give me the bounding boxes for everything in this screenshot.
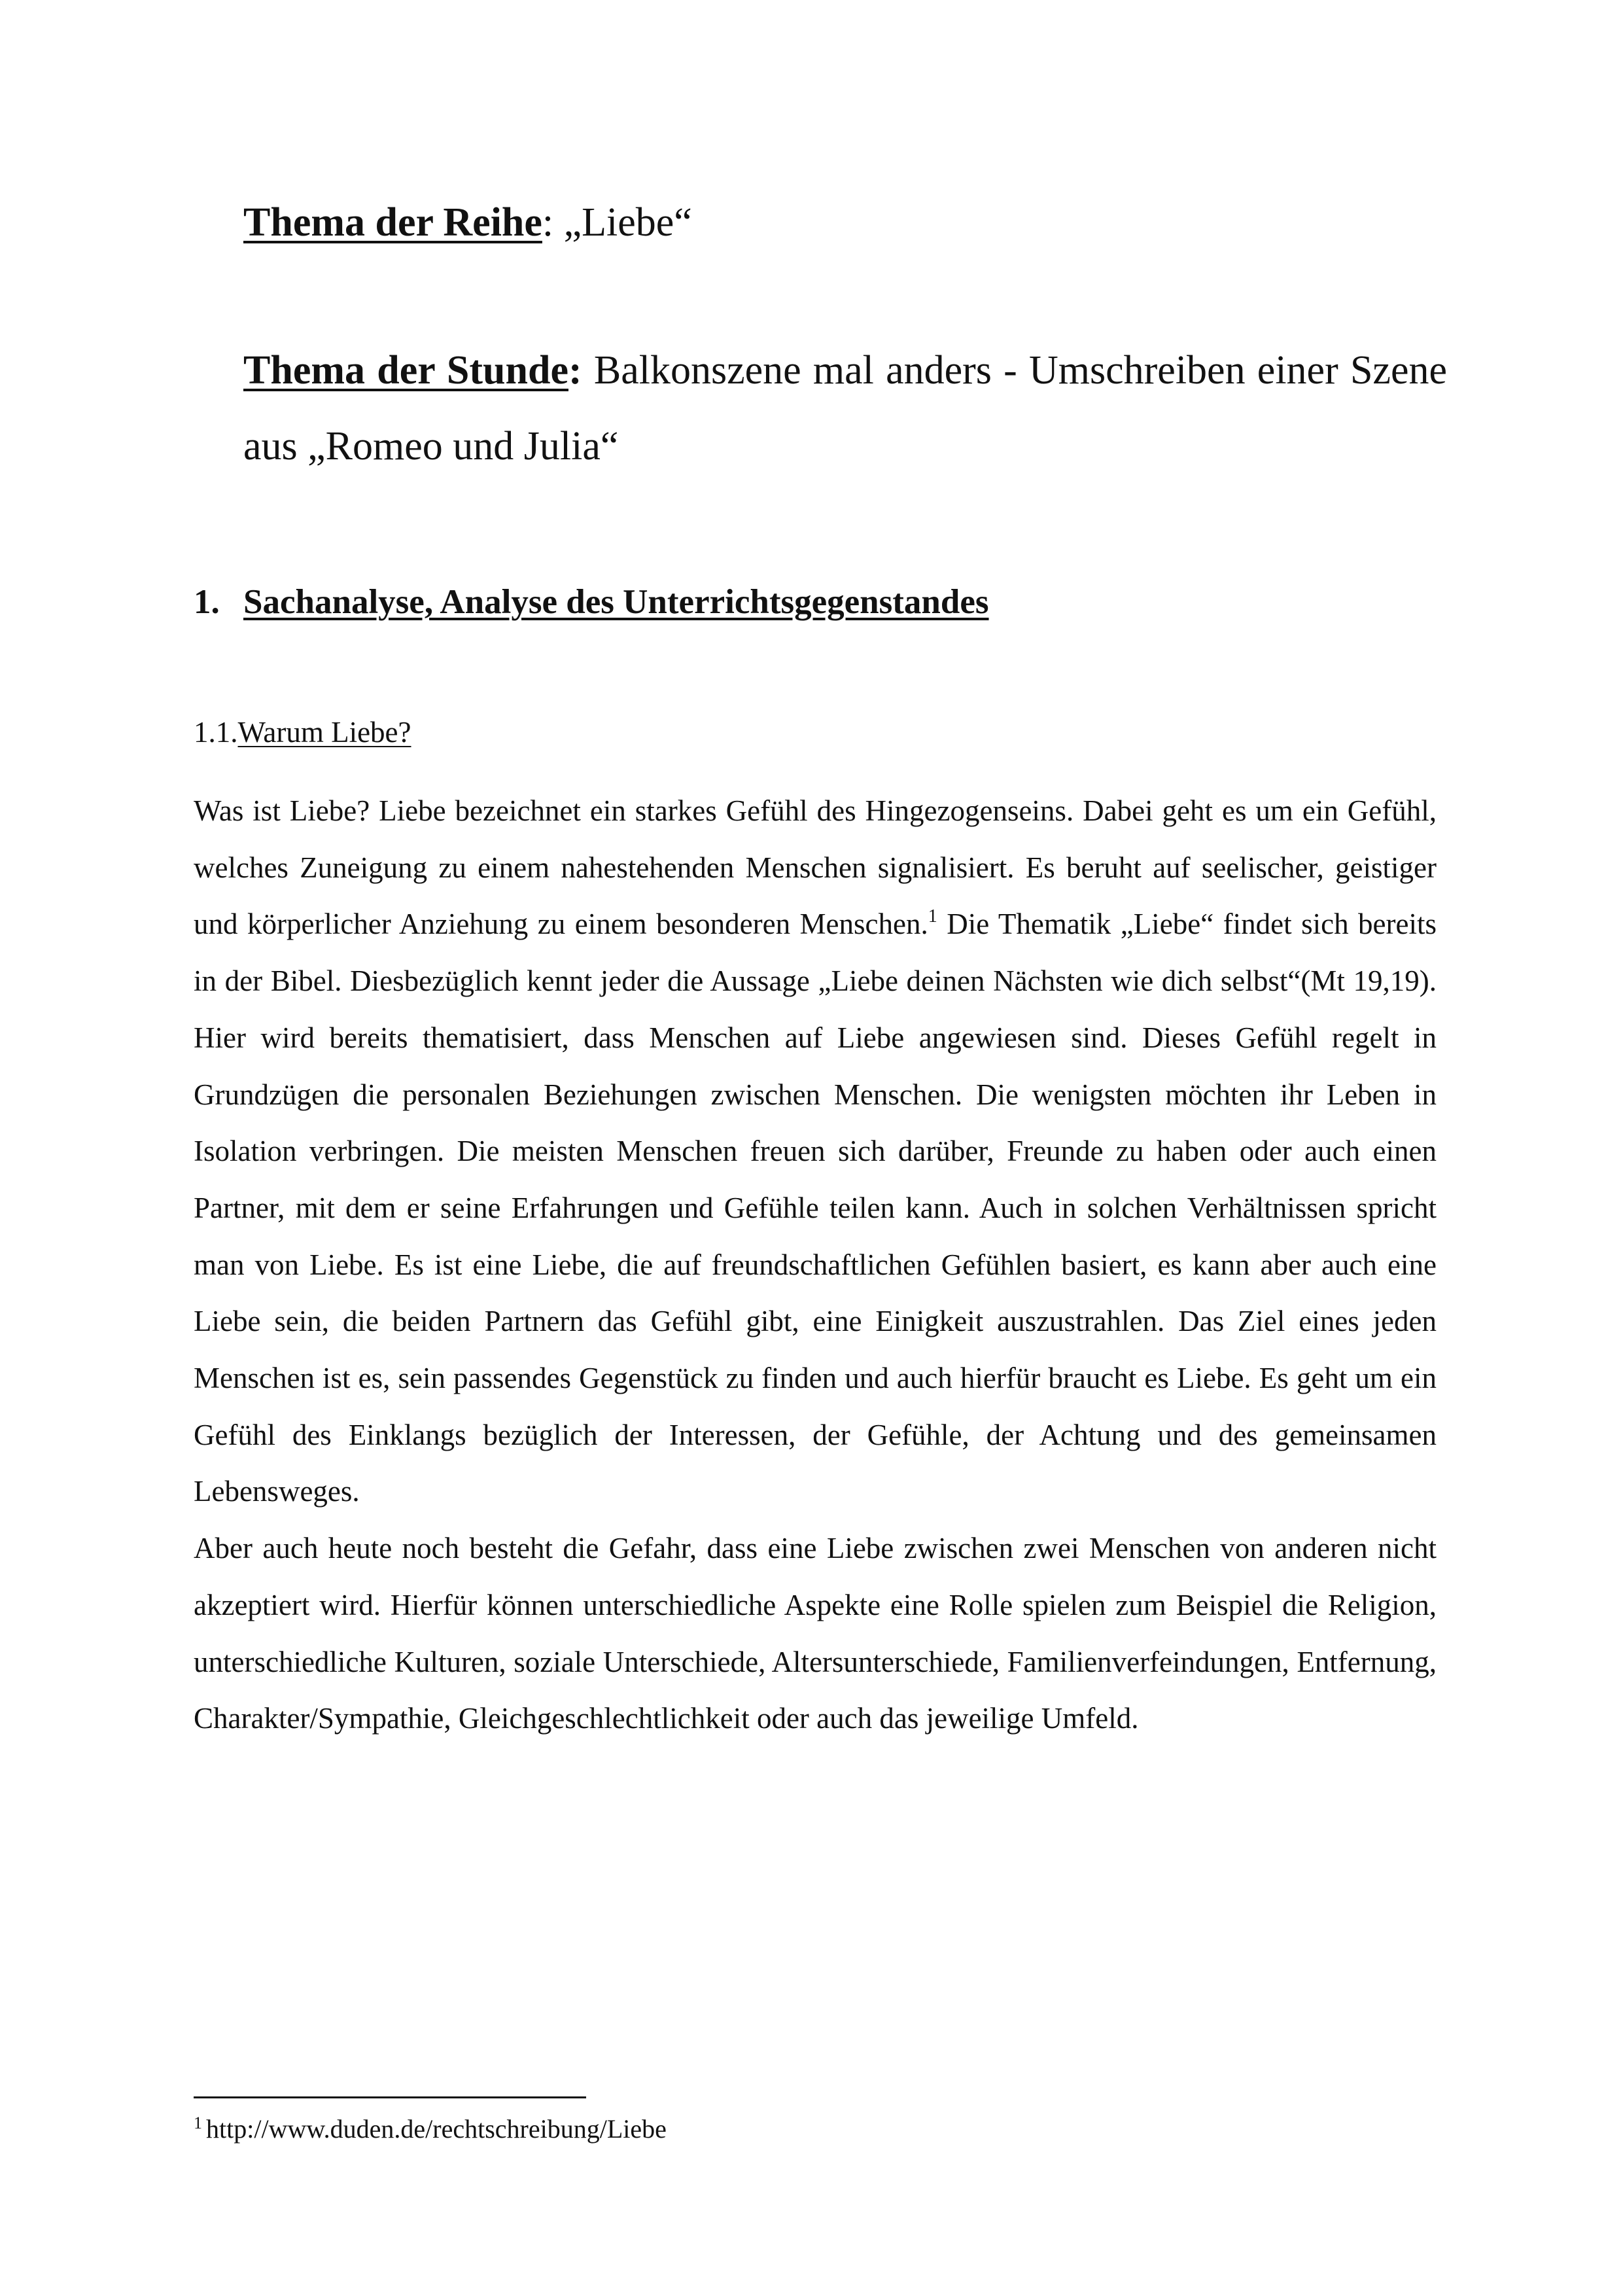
subsection-heading	[194, 709, 411, 755]
series-topic-value: „Liebe“	[553, 200, 692, 245]
lesson-topic-label: Thema der Stunde	[243, 348, 568, 393]
footnote-text: http://www.duden.de/rechtschreibung/Liebe	[206, 2114, 667, 2144]
paragraph-1	[194, 783, 1437, 1520]
section-heading	[194, 576, 1437, 628]
footnote-divider	[194, 2096, 586, 2098]
series-topic-colon: :	[542, 200, 554, 245]
footnote-reference: 1	[928, 906, 937, 927]
lesson-topic-colon: :	[568, 348, 582, 393]
body-text	[194, 783, 1437, 1747]
paragraph-1-part-2: Die Thematik „Liebe“ findet sich bereits in der Bibel. Diesbezüglich kennt jeder die Aussage „Liebe deinen Nächsten wie dich selbst“(Mt 19,19). Hier wird bereits thematisiert, dass Menschen auf Liebe angewiesen sind. Dieses Gefühl regelt in Grundzügen die personalen Beziehungen zwischen Menschen. Die wenigsten möchten ihr Leben in Isolation verbringen. Die meisten Menschen freuen sich darüber, Freunde zu haben oder auch einen Partner, mit dem er seine Erfahrungen und Gefühle teilen kann. Auch in solchen Verhältnissen spricht man von Liebe. Es ist eine Liebe, die auf freundschaftlichen Gefühlen basiert, es kann aber auch eine Liebe sein, die beiden Partnern das Gefühl gibt, eine Einigkeit auszustrahlen. Das Ziel eines jeden Menschen ist es, sein passendes Gegenstück zu finden und auch hierfür braucht es Liebe. Es geht um ein Gefühl des Einklangs bezüglich der Interessen, der Gefühle, der Achtung und des gemeinsamen Lebensweges.	[194, 908, 1437, 1508]
subsection-number: 1.1.	[194, 716, 238, 749]
paragraph-2: Aber auch heute noch besteht die Gefahr, dass eine Liebe zwischen zwei Menschen von anderen nicht akzeptiert wird. Hierfür können unterschiedliche Aspekte eine Rolle spielen zum Beispiel die Religion, unterschiedliche Kulturen, soziale Unterschiede, Altersunterschiede, Familienverfeindungen, Entfernung, Charakter/Sympathie, Gleichgeschlechtlichkeit oder auch das jeweilige Umfeld.	[194, 1532, 1437, 1735]
footnote	[194, 2111, 667, 2147]
series-topic	[243, 185, 1447, 260]
section-title: Sachanalyse, Analyse des Unterrichtsgegenstandes	[243, 583, 989, 621]
lesson-topic	[243, 332, 1447, 484]
footnote-number: 1	[194, 2113, 202, 2132]
subsection-title: Warum Liebe?	[237, 716, 411, 749]
paragraph-1-part-1: Was ist Liebe? Liebe bezeichnet ein starkes Gefühl des Hingezogenseins. Dabei geht es um ein Gefühl, welches Zuneigung zu einem nahestehenden Menschen signalisiert. Es beruht auf seelischer, geistiger und körperlicher Anziehung zu einem besonderen Menschen.	[194, 794, 1437, 941]
series-topic-label: Thema der Reihe	[243, 200, 542, 245]
lesson-topic-value: Balkonszene mal anders - Umschreiben einer Szene aus „Romeo und Julia“	[243, 348, 1447, 468]
section-number: 1.	[194, 583, 220, 621]
